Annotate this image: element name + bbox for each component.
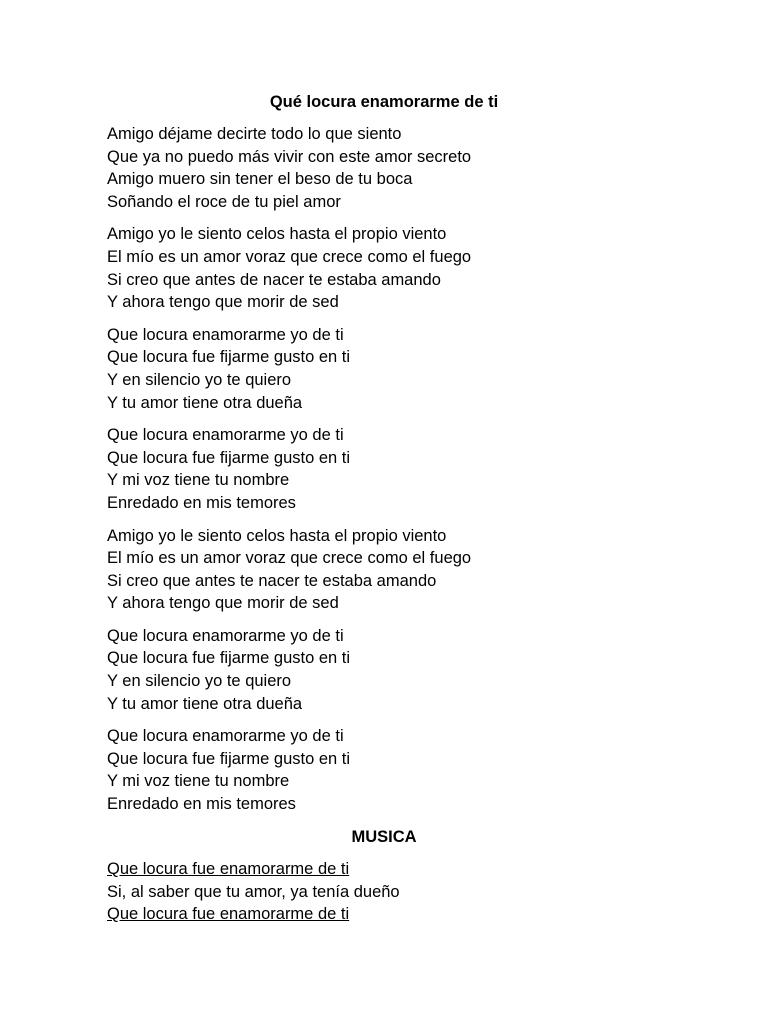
lyric-line: Y en silencio yo te quiero	[107, 672, 292, 691]
stanza-1	[107, 123, 687, 213]
lyric-line: Y ahora tengo que morir de sed	[107, 594, 339, 613]
lyric-line: Y tu amor tiene otra dueña	[107, 694, 303, 713]
lyric-line: Y mi voz tiene tu nombre	[107, 471, 290, 490]
lyric-line: Amigo muero sin tener el beso de tu boca	[107, 170, 413, 189]
stanza-7	[107, 725, 687, 815]
lyric-line: Que locura fue fijarme gusto en ti	[107, 348, 351, 367]
lyric-line: Enredado en mis temores	[107, 493, 296, 512]
lyric-line-underlined: Que locura fue enamorarme de ti	[107, 905, 350, 924]
lyric-line: Y en silencio yo te quiero	[107, 370, 292, 389]
lyric-line: Si creo que antes de nacer te estaba amando	[107, 270, 441, 289]
lyric-line: Enredado en mis temores	[107, 795, 296, 814]
song-title: Qué locura enamorarme de ti	[269, 93, 499, 111]
lyric-line: Si creo que antes te nacer te estaba amando	[107, 571, 437, 590]
lyric-line: Que locura enamorarme yo de ti	[107, 426, 344, 445]
lyric-line: Y mi voz tiene tu nombre	[107, 772, 290, 791]
lyric-line: Soñando el roce de tu piel amor	[107, 192, 341, 211]
lyric-line: El mío es un amor voraz que crece como el fuego	[107, 247, 472, 266]
lyric-line: Amigo déjame decirte todo lo que siento	[107, 125, 402, 143]
lyrics-body	[107, 123, 687, 936]
stanza-6	[107, 625, 687, 715]
stanza-2	[107, 223, 687, 313]
lyric-line: El mío es un amor voraz que crece como el fuego	[107, 549, 472, 568]
lyric-line: Que locura enamorarme yo de ti	[107, 626, 344, 645]
lyric-line: Si, al saber que tu amor, ya tenía dueño	[107, 882, 400, 901]
lyric-line: Amigo yo le siento celos hasta el propio viento	[107, 526, 447, 545]
lyric-line: Que locura enamorarme yo de ti	[107, 325, 344, 344]
lyric-line: Y ahora tengo que morir de sed	[107, 293, 339, 312]
lyric-line: Que locura fue fijarme gusto en ti	[107, 649, 351, 668]
lyric-line: Que ya no puedo más vivir con este amor secreto	[107, 147, 472, 166]
lyric-line: Que locura enamorarme yo de ti	[107, 727, 344, 746]
lyric-line: Amigo yo le siento celos hasta el propio viento	[107, 225, 447, 244]
interlude-heading: MUSICA	[351, 827, 417, 846]
lyric-line-underlined: Que locura fue enamorarme de ti	[107, 860, 350, 879]
lyric-line: Y tu amor tiene otra dueña	[107, 393, 303, 412]
stanza-5	[107, 525, 687, 615]
final-stanza	[107, 858, 687, 926]
lyric-line: Que locura fue fijarme gusto en ti	[107, 749, 351, 768]
stanza-4	[107, 424, 687, 514]
lyric-line: Que locura fue fijarme gusto en ti	[107, 448, 351, 467]
stanza-3	[107, 324, 687, 414]
